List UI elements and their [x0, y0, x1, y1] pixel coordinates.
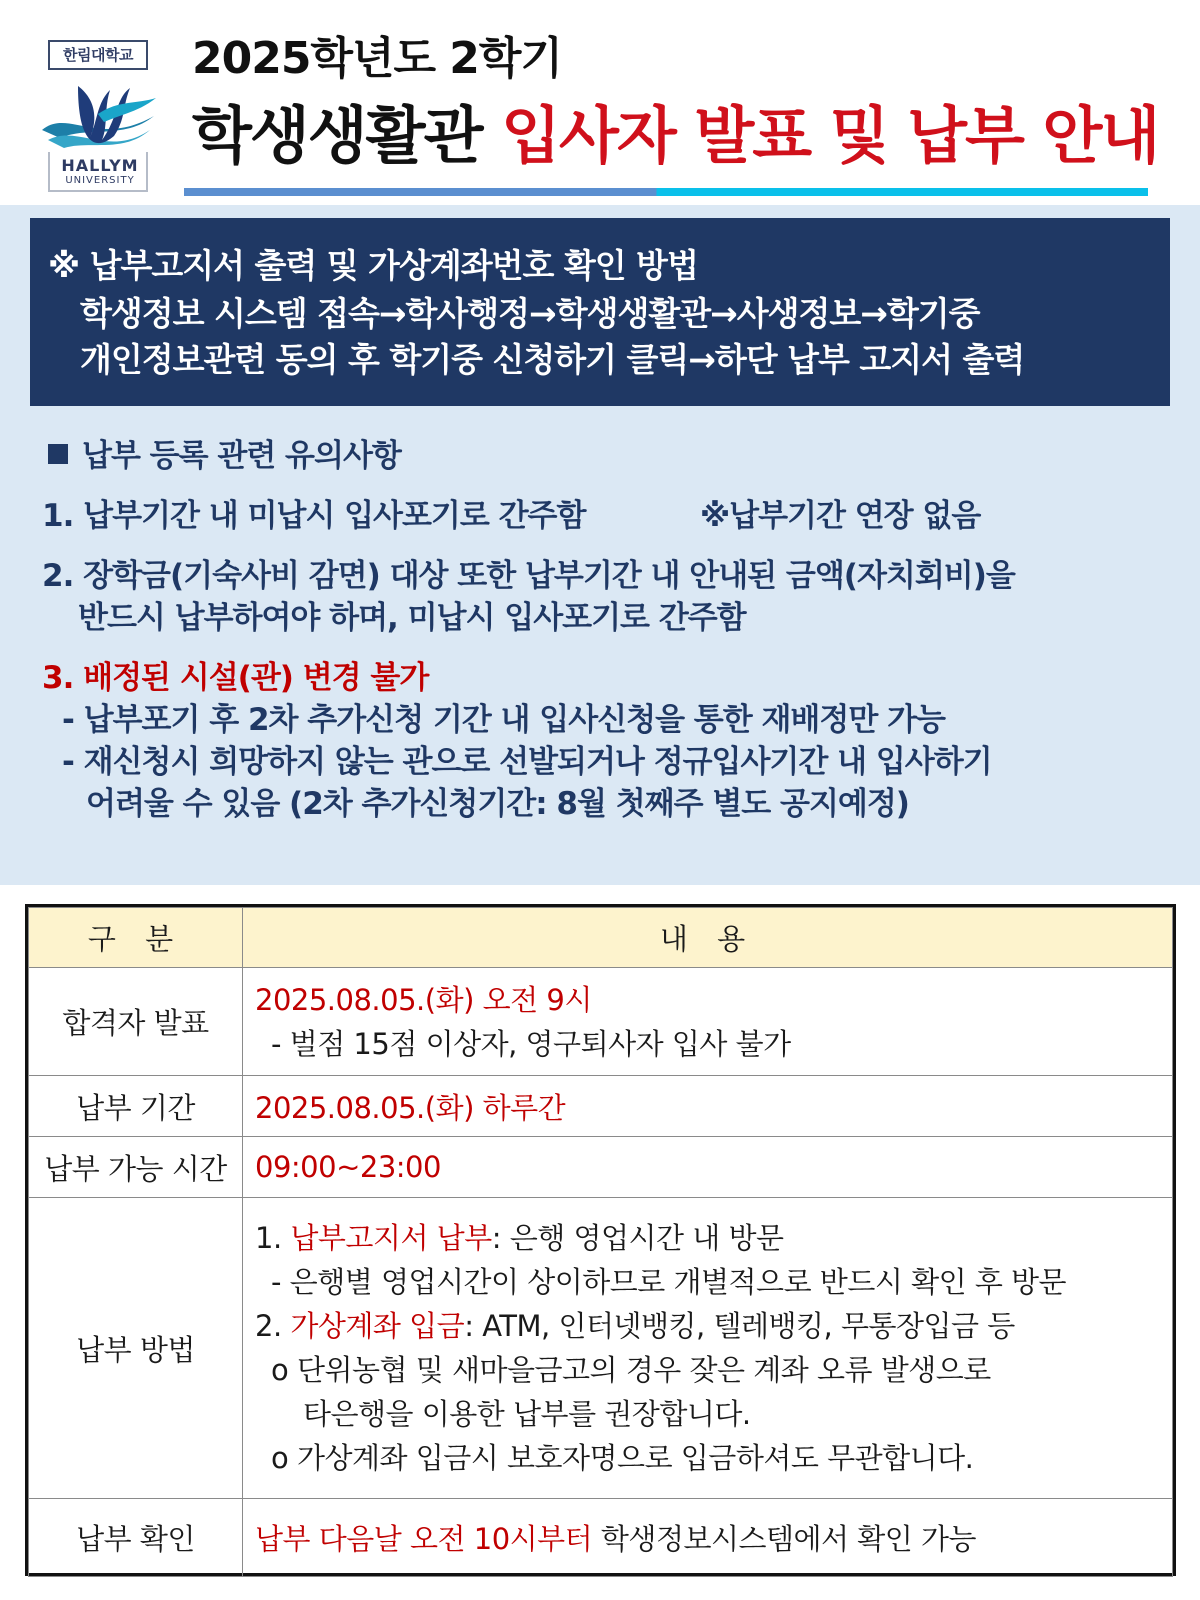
header-category: 구 분 — [29, 908, 243, 968]
confirm-place: 학생정보시스템에서 확인 가능 — [592, 1522, 977, 1556]
method-2-note-1b: 타은행을 이용한 납부를 권장합니다. — [303, 1397, 751, 1431]
notice-item-2-line2: 반드시 납부하여야 하며, 미납시 입사포기로 간주함 — [78, 600, 746, 636]
notice-item-3: 3. 배정된 시설(관) 변경 불가 — [42, 660, 429, 696]
method-2: 2. 가상계좌 입금: ATM, 인터넷뱅킹, 텔레뱅킹, 무통장입금 등 — [255, 1309, 1015, 1343]
guide-step-line2: 개인정보관련 동의 후 학기중 신청하기 클릭→하단 납부 고지서 출력 — [80, 340, 1025, 379]
table-row-announce — [29, 968, 1173, 1076]
method-2-note-1a: o 단위농협 및 새마을금고의 경우 잦은 계좌 오류 발생으로 — [271, 1353, 991, 1387]
schedule-table-grid — [28, 907, 1173, 1577]
table-row-period — [29, 1076, 1173, 1137]
row-content-hours: 09:00~23:00 — [243, 1137, 1173, 1198]
announce-note: - 벌점 15점 이상자, 영구퇴사자 입사 불가 — [271, 1026, 791, 1061]
logo-english-sub: UNIVERSITY — [65, 175, 135, 186]
method-2-note-2: o 가상계좌 입금시 보호자명으로 입금하셔도 무관합니다. — [271, 1441, 974, 1475]
table-row-method — [29, 1198, 1173, 1499]
wave-logo-icon — [38, 78, 158, 158]
guide-step-line1: 학생정보 시스템 접속→학사행정→학생생활관→사생정보→학기중 — [80, 294, 980, 333]
notice-item-3-sub1: - 납부포기 후 2차 추가신청 기간 내 입사신청을 통한 재배정만 가능 — [62, 702, 945, 738]
notice-heading: 납부 등록 관련 유의사항 — [48, 430, 401, 475]
square-bullet-icon — [48, 444, 68, 464]
page-header — [0, 0, 1200, 205]
page-title — [192, 86, 1158, 175]
header-content: 내 용 — [243, 908, 1173, 968]
title-black-part: 학생생활관 — [192, 99, 482, 172]
schedule-table — [25, 904, 1176, 1576]
row-label-hours: 납부 가능 시간 — [29, 1137, 243, 1198]
table-header-row — [29, 908, 1173, 968]
notice-item-2-line1: 2. 장학금(기숙사비 감면) 대상 또한 납부기간 내 안내된 금액(자치회비)을 — [42, 558, 1015, 594]
title-red-part: 입사자 발표 및 납부 안내 — [501, 99, 1159, 172]
logo-korean-name: 한림대학교 — [48, 40, 148, 70]
guide-title: ※ 납부고지서 출력 및 가상계좌번호 확인 방법 — [48, 246, 698, 285]
row-content-method — [243, 1198, 1173, 1499]
notice-item-3-sub2a: - 재신청시 희망하지 않는 관으로 선발되거나 정규입사기간 내 입사하기 — [62, 744, 992, 780]
method-1-note: - 은행별 영업시간이 상이하므로 개별적으로 반드시 확인 후 방문 — [271, 1265, 1067, 1299]
confirm-time: 납부 다음날 오전 10시부터 — [255, 1522, 593, 1556]
row-content-period: 2025.08.05.(화) 하루간 — [243, 1076, 1173, 1137]
title-year-term: 2025학년도 2학기 — [192, 33, 562, 84]
logo-english-box — [48, 152, 148, 192]
title-underline — [184, 188, 1148, 196]
row-content-confirm — [243, 1499, 1173, 1577]
guide-box — [30, 218, 1170, 406]
notice-item-1-note: ※납부기간 연장 없음 — [700, 498, 981, 534]
table-row-hours — [29, 1137, 1173, 1198]
logo-english-name: HALLYM — [61, 156, 139, 175]
university-logo — [38, 34, 158, 194]
row-content-announce — [243, 968, 1173, 1076]
notice-item-3-sub2b: 어려울 수 있음 (2차 추가신청기간: 8월 첫째주 별도 공지예정) — [86, 786, 909, 822]
row-label-period: 납부 기간 — [29, 1076, 243, 1137]
method-1: 1. 납부고지서 납부: 은행 영업시간 내 방문 — [255, 1221, 784, 1255]
notice-item-1: 1. 납부기간 내 미납시 입사포기로 간주함 — [42, 498, 586, 534]
row-label-confirm: 납부 확인 — [29, 1499, 243, 1577]
row-label-announce: 합격자 발표 — [29, 968, 243, 1076]
announce-date: 2025.08.05.(화) 오전 9시 — [255, 982, 592, 1017]
table-row-confirm — [29, 1499, 1173, 1577]
row-label-method: 납부 방법 — [29, 1198, 243, 1499]
